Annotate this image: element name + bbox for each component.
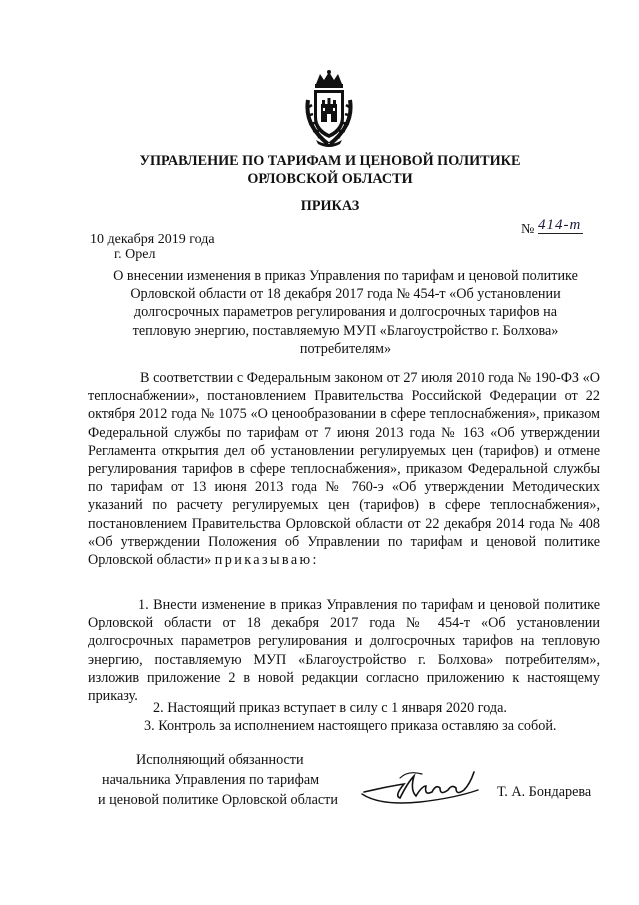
- order-item-2: 2. Настоящий приказ вступает в силу с 1 января 2020 года.: [153, 700, 507, 716]
- handwritten-signature: [360, 762, 485, 812]
- organization-name-line2: ОРЛОВСКОЙ ОБЛАСТИ: [247, 171, 413, 187]
- signatory-title: [98, 750, 362, 810]
- order-city: г. Орел: [114, 247, 156, 262]
- signer-name: Т. А. Бондарева: [497, 784, 592, 800]
- subject-line: потребителям»: [299, 340, 392, 357]
- order-item-3: 3. Контроль за исполнением настоящего приказа оставляю за собой.: [144, 718, 557, 734]
- organization-name: [100, 152, 560, 188]
- signatory-title-line: Исполняющий обязанности: [136, 752, 304, 768]
- preamble-paragraph: [88, 369, 600, 569]
- signatory-title-line: и ценовой политике Орловской области: [98, 792, 338, 808]
- order-word: приказываю:: [214, 552, 319, 569]
- subject-line: долгосрочных параметров регулирования и долгосрочных тарифов на: [133, 304, 558, 321]
- subject-line: Орловской области от 18 декабря 2017 года № 454-т «Об установлении: [130, 286, 561, 303]
- subject-line: О внесении изменения в приказ Управления по тарифам и ценовой политике: [113, 268, 578, 284]
- subject-line: тепловую энергию, поставляемую МУП «Благоустройство г. Болхова»: [132, 322, 559, 339]
- order-item-1: 1. Внести изменение в приказ Управления по тарифам и ценовой политике Орловской области от 18 декабря 2017 года № 454-т «Об установлении долгосрочных параметров регулирования и долгосрочных тарифов на тепловую энергию, поставляемую МУП «Благоустройство г. Болхова» потребителям», изложив приложение 2 в новой редакции согласно приложению к настоящему приказу.: [88, 597, 600, 705]
- organization-name-line1: УПРАВЛЕНИЕ ПО ТАРИФАМ И ЦЕНОВОЙ ПОЛИТИКЕ: [139, 153, 521, 169]
- document-type: ПРИКАЗ: [300, 198, 360, 214]
- order-number-handwritten: 414-т: [538, 217, 582, 233]
- coat-of-arms-icon: [302, 70, 356, 148]
- order-subject: [86, 267, 605, 358]
- signatory-title-line: начальника Управления по тарифам: [102, 772, 320, 788]
- order-number-label: №: [521, 222, 535, 237]
- preamble-text: В соответствии с Федеральным законом от 27 июля 2010 года № 190-ФЗ «О теплоснабжении», постановлением Правительства Российской Федерации от 22 октября 2012 года № 1075 «О ценообразовании в сфере теплоснабжения», приказом Федеральной службы по тарифам от 7 июня 2013 года № 163 «Об утверждении Регламента открытия дел об установлении регулируемых цен (тарифов) и отмене регулирования тарифов в сфере теплоснабжения», приказом Федеральной службы по тарифам от 13 июня 2013 года № 760-э «Об утверждении Методических указаний по расчету регулируемых цен (тарифов) в сфере теплоснабжения», постановлением Правительства Орловской области от 22 декабря 2014 года № 408 «Об утверждении Положения об Управлении по тарифам и ценовой политике Орловской области»: [88, 370, 600, 569]
- order-date: 10 декабря 2019 года: [90, 232, 215, 247]
